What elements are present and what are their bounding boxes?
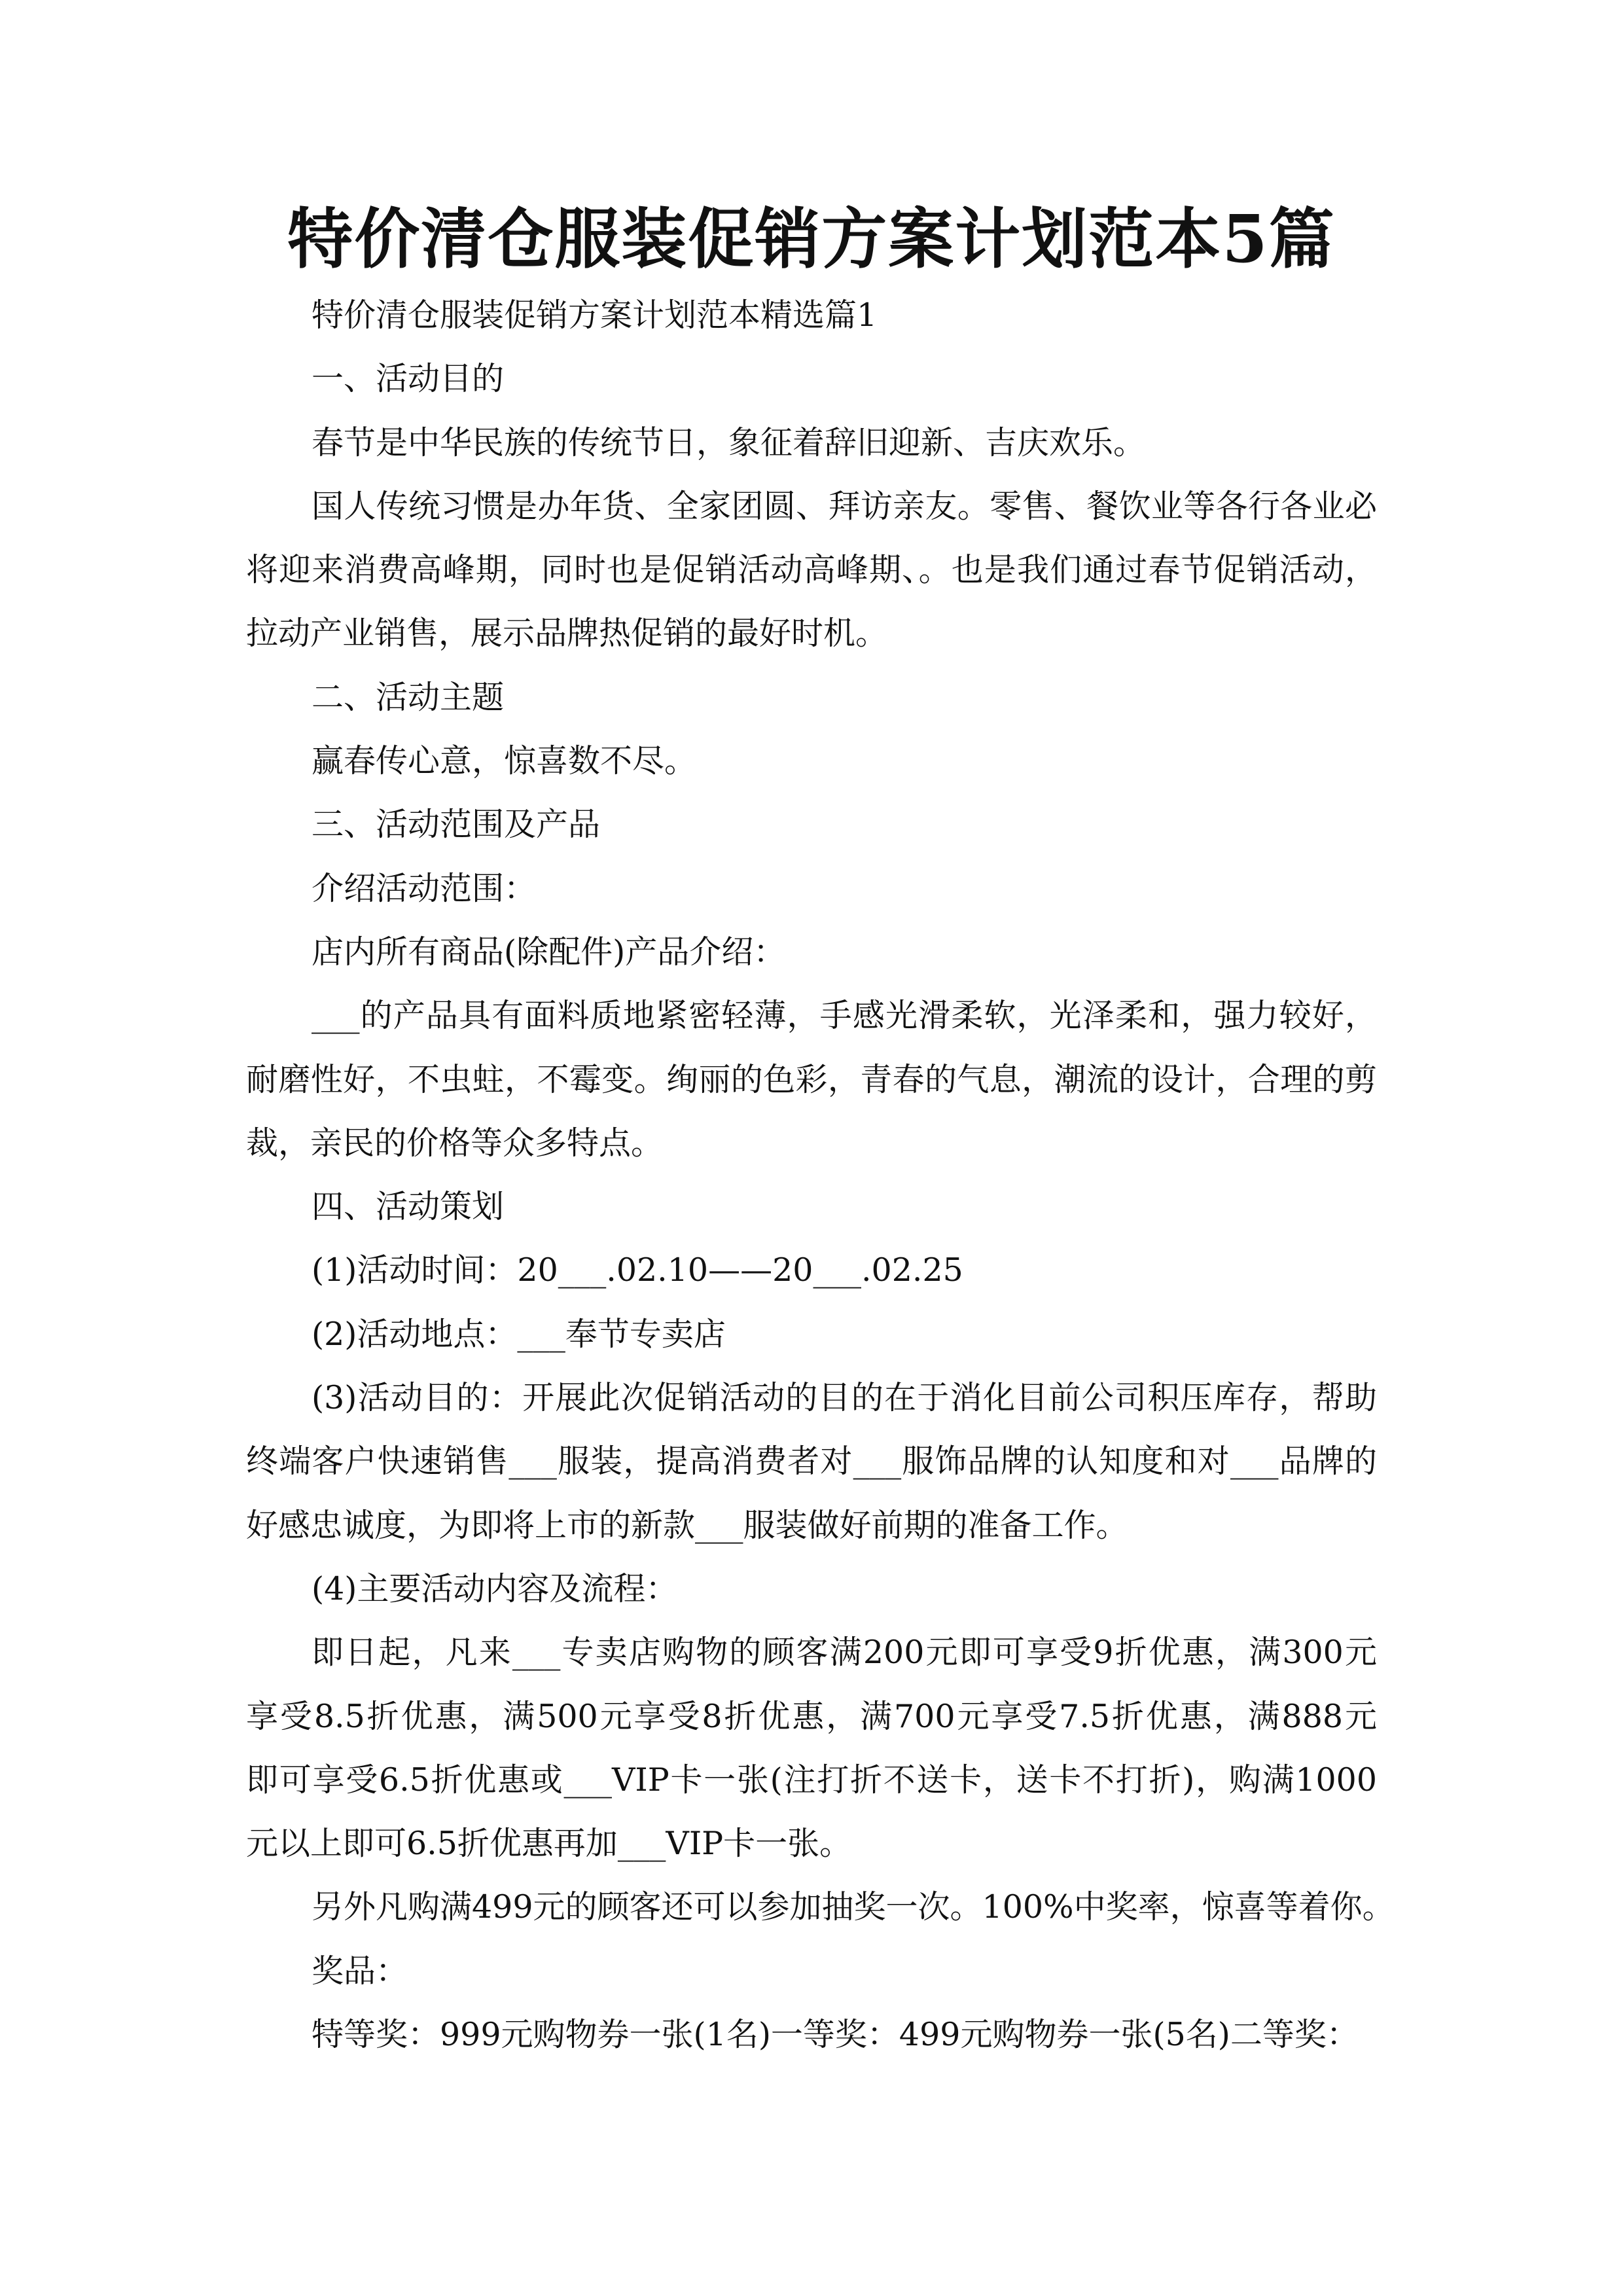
paragraph-line: 拉动产业销售，展示品牌热促销的最好时机。 xyxy=(246,615,888,653)
paragraph-line: 赢春传心意，惊喜数不尽。 xyxy=(312,742,697,780)
paragraph-line: 元以上即可6.5折优惠再加___VIP卡一张。 xyxy=(246,1825,852,1863)
paragraph-line: 裁，亲民的价格等众多特点。 xyxy=(246,1124,664,1162)
paragraph xyxy=(246,1939,1377,2003)
document-body xyxy=(246,283,1395,2066)
paragraph xyxy=(246,1366,1377,1557)
paragraph xyxy=(246,1238,1377,1302)
document-title: 特价清仓服装促销方案计划范本5篇 xyxy=(287,200,1336,278)
paragraph xyxy=(246,920,1377,984)
paragraph xyxy=(246,1302,1377,1366)
paragraph xyxy=(246,1875,1395,1939)
paragraph xyxy=(246,984,1377,1175)
paragraph-line: 奖品： xyxy=(312,1952,408,1990)
paragraph-line: 将迎来消费高峰期，同时也是促销活动高峰期、。也是我们通过春节促销活动， xyxy=(246,551,1377,589)
paragraph-line: 另外凡购满499元的顾客还可以参加抽奖一次。100%中奖率，惊喜等着你。 xyxy=(312,1888,1395,1926)
paragraph-line: 四、活动策划 xyxy=(312,1188,505,1226)
paragraph-line: 享受8.5折优惠，满500元享受8折优惠，满700元享受7.5折优惠，满888元 xyxy=(246,1697,1377,1735)
paragraph-line: 好感忠诚度，为即将上市的新款___服装做好前期的准备工作。 xyxy=(246,1506,1128,1544)
paragraph xyxy=(246,1557,1377,1621)
paragraph xyxy=(246,283,1377,347)
paragraph-line: (1)活动时间：20___.02.10——20___.02.25 xyxy=(312,1251,963,1289)
paragraph-line: 国人传统习惯是办年货、全家团圆、拜访亲友。零售、餐饮业等各行各业必 xyxy=(312,487,1377,525)
paragraph-line: 即日起，凡来___专卖店购物的顾客满200元即可享受9折优惠，满300元 xyxy=(312,1634,1377,1672)
paragraph-line: 耐磨性好，不虫蛀，不霉变。绚丽的色彩，青春的气息，潮流的设计，合理的剪 xyxy=(246,1060,1377,1098)
paragraph-line: 终端客户快速销售___服装，提高消费者对___服饰品牌的认知度和对___品牌的 xyxy=(246,1443,1377,1480)
paragraph xyxy=(246,857,1377,920)
paragraph-line: 即可享受6.5折优惠或___VIP卡一张(注打折不送卡，送卡不打折)，购满1000 xyxy=(246,1761,1377,1799)
paragraph xyxy=(246,1175,1377,1238)
paragraph-line: (4)主要活动内容及流程： xyxy=(312,1570,678,1607)
paragraph xyxy=(246,793,1377,856)
paragraph xyxy=(246,411,1377,475)
paragraph-line: 店内所有商品(除配件)产品介绍： xyxy=(312,933,786,971)
paragraph-line: ___的产品具有面料质地紧密轻薄，手感光滑柔软，光泽柔和，强力较好， xyxy=(312,997,1377,1035)
paragraph xyxy=(246,347,1377,410)
paragraph xyxy=(246,1621,1377,1875)
paragraph xyxy=(246,475,1377,666)
paragraph-line: (2)活动地点：___奉节专卖店 xyxy=(312,1315,726,1353)
paragraph-line: 二、活动主题 xyxy=(312,678,505,716)
paragraph-line: 三、活动范围及产品 xyxy=(312,806,601,844)
paragraph xyxy=(246,729,1377,793)
paragraph-line: 介绍活动范围： xyxy=(312,869,537,907)
paragraph-line: 春节是中华民族的传统节日，象征着辞旧迎新、吉庆欢乐。 xyxy=(312,423,1146,461)
paragraph-line: 特等奖：999元购物券一张(1名)一等奖：499元购物券一张(5名)二等奖： xyxy=(312,2016,1359,2054)
paragraph-line: (3)活动目的：开展此次促销活动的目的在于消化目前公司积压库存，帮助 xyxy=(312,1379,1377,1417)
paragraph-line: 一、活动目的 xyxy=(312,360,505,398)
paragraph xyxy=(246,666,1377,729)
paragraph xyxy=(246,2003,1377,2066)
paragraph-line: 特价清仓服装促销方案计划范本精选篇1 xyxy=(312,296,878,334)
